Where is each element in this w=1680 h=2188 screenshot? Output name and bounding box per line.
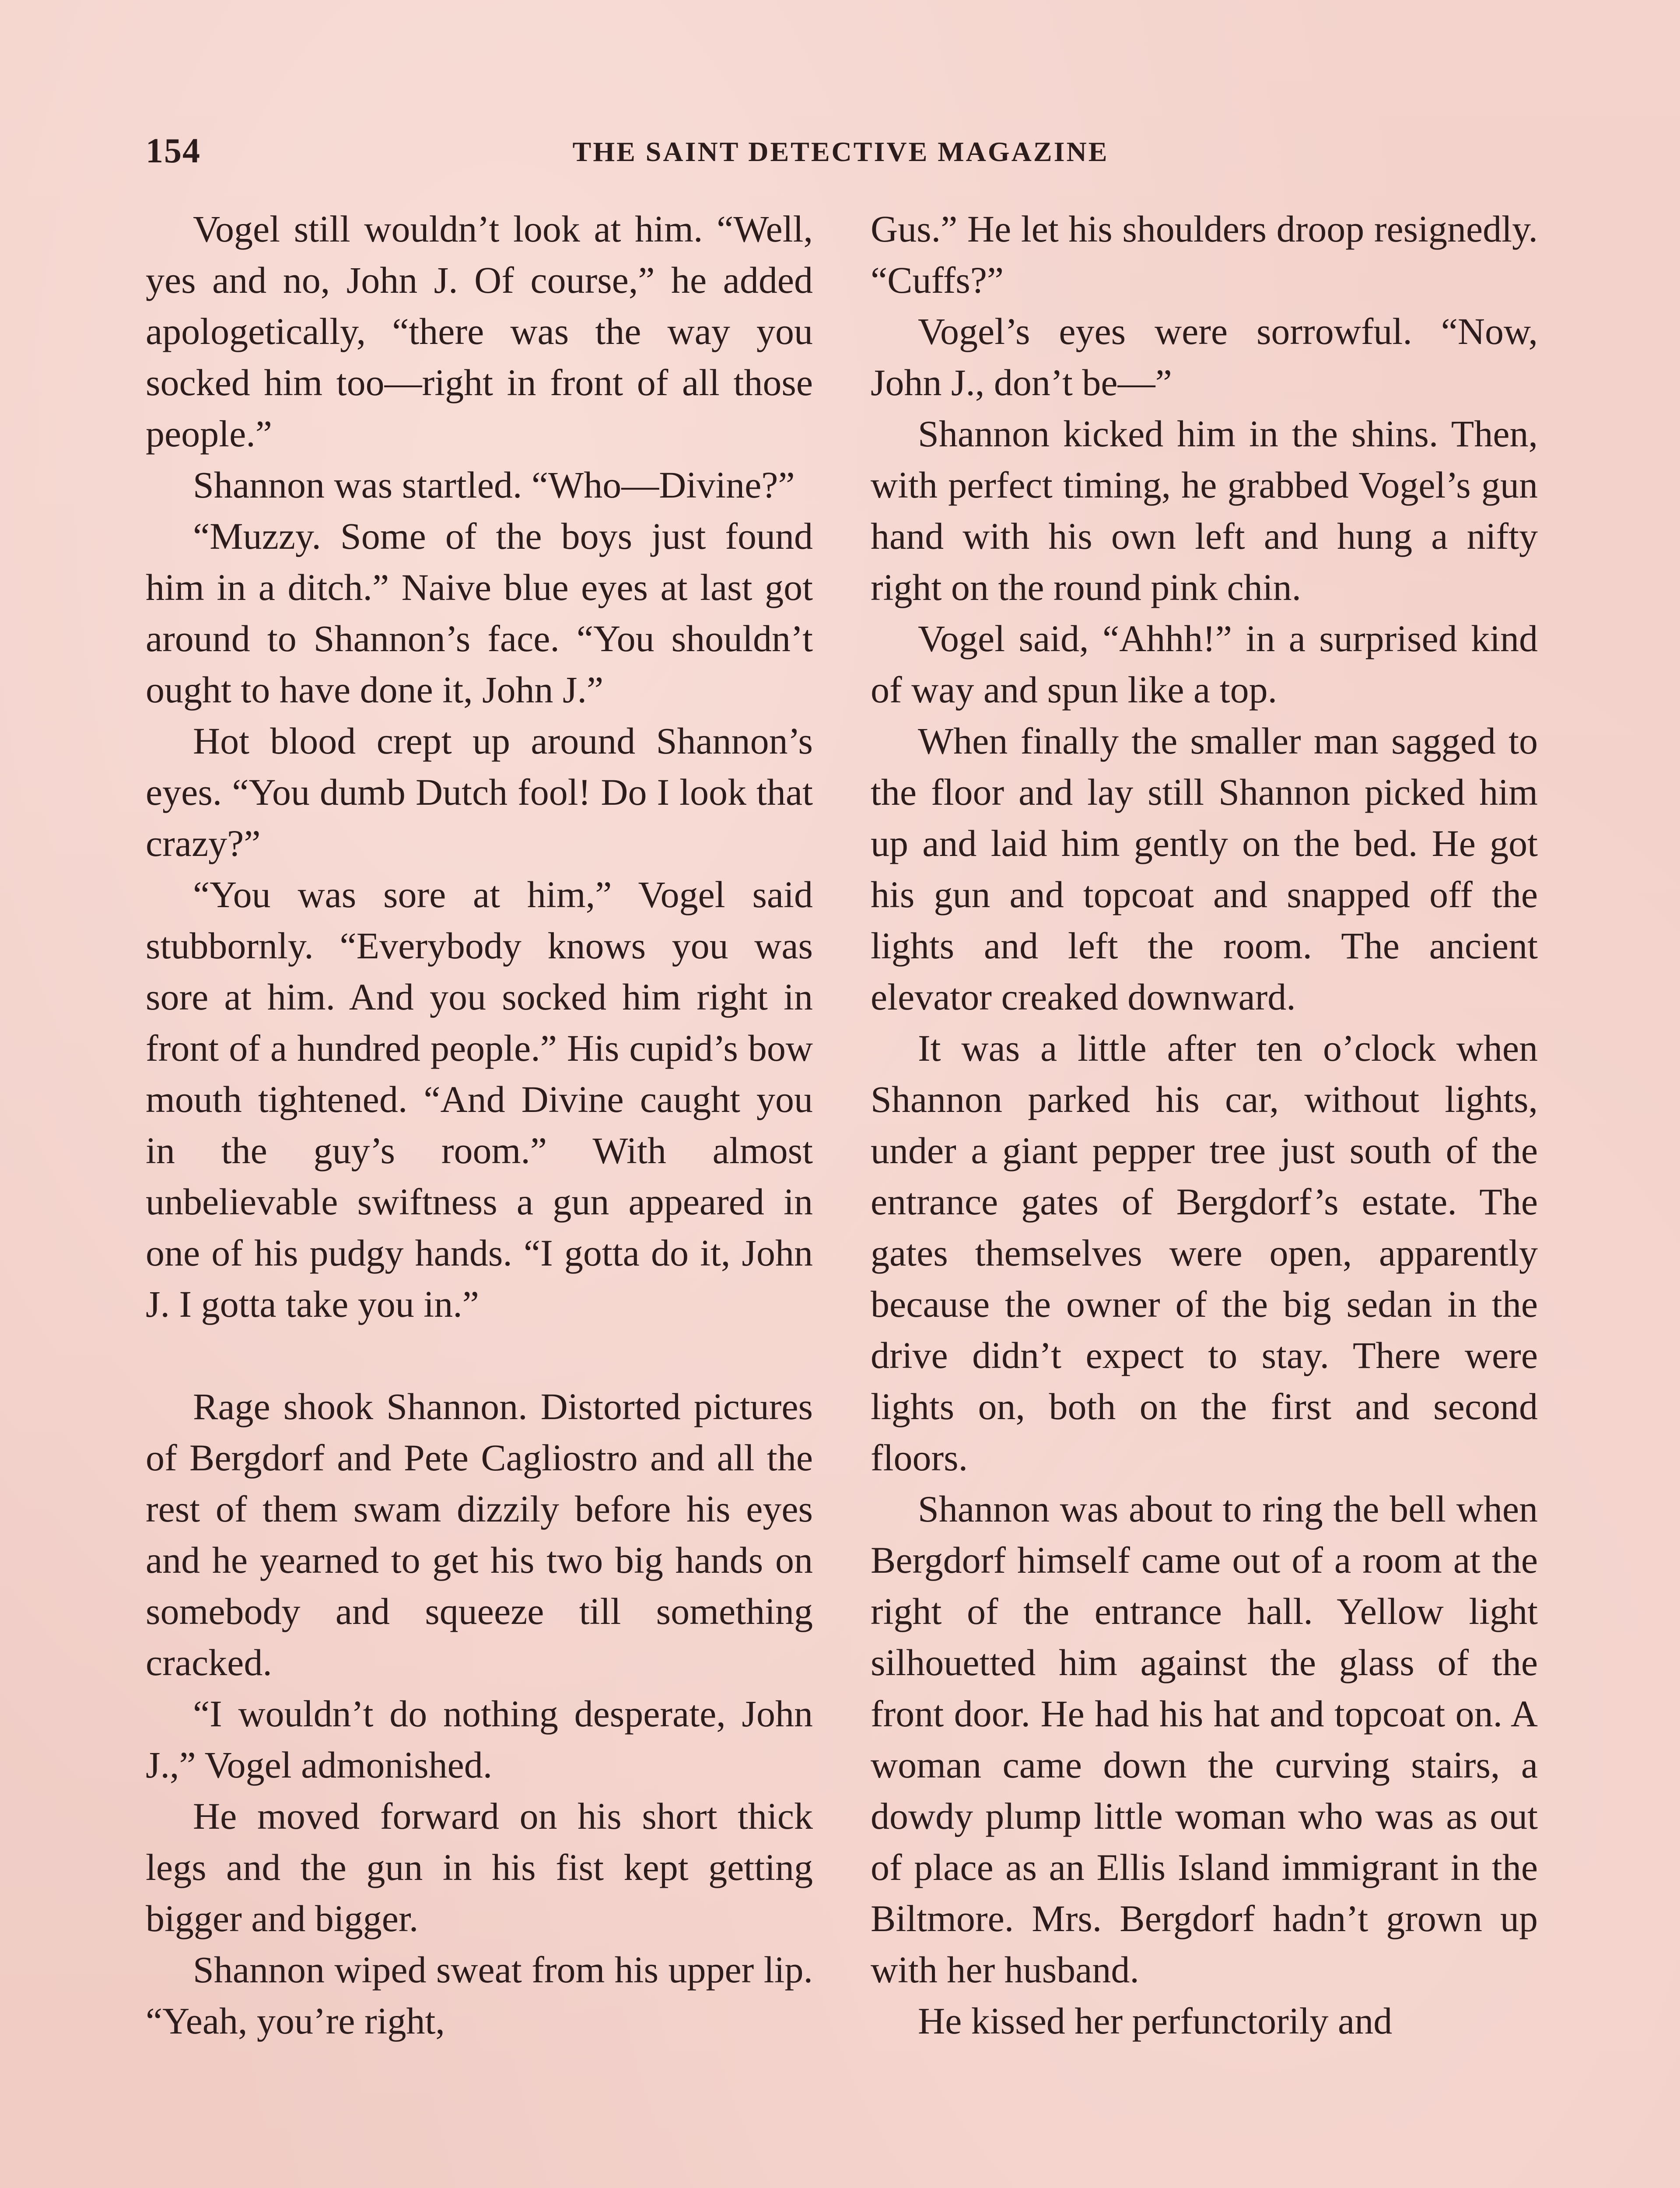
paragraph: Hot blood crept up around Shannon’s eyes. “You dumb Dutch fool! Do I look that crazy?” — [146, 720, 813, 864]
left-column — [146, 203, 813, 2047]
paragraph: Rage shook Shannon. Distorted pictures of Bergdorf and Pete Cagliostro and all the rest of them swam dizzily before his eyes and he yearned to get his two big hands on somebody and squeeze till something cracked. — [146, 1385, 813, 1683]
paragraph: Shannon was about to ring the bell when Bergdorf himself came out of a room at the right of the entrance hall. Yellow light silhouetted him against the glass of the front door. He had his hat and topcoat on. A woman came down the curving stairs, a dowdy plump little woman who was as out of place as an Ellis Island immigrant in the Biltmore. Mrs. Bergdorf hadn’t grown up with her husband. — [871, 1488, 1538, 1991]
paragraph: “You was sore at him,” Vogel said stubbornly. “Everybody knows you was sore at him. And you socked him right in front of a hundred people.” His cupid’s bow mouth tightened. “And Divine caught you in the guy’s room.” With almost unbelievable swiftness a gun appeared in one of his pudgy hands. “I gotta do it, John J. I gotta take you in.” — [146, 873, 813, 1325]
paragraph: Vogel still wouldn’t look at him. “Well, yes and no, John J. Of course,” he added apologetically, “there was the way you socked him too—right in front of all those people.” — [146, 208, 813, 455]
paragraph: When finally the smaller man sagged to the floor and lay still Shannon picked him up and laid him gently on the bed. He got his gun and topcoat and snapped off the lights and left the room. The ancient elevator creaked downward. — [871, 720, 1538, 1018]
paragraph: He kissed her perfunctorily and — [918, 2000, 1393, 2042]
paragraph: “Muzzy. Some of the boys just found him in a ditch.” Naive blue eyes at last got around to Shannon’s face. “You shouldn’t ought to have done it, John J.” — [146, 515, 813, 711]
page-number: 154 — [146, 132, 201, 170]
paragraph: Shannon kicked him in the shins. Then, with perfect timing, he grabbed Vogel’s gun hand with his own left and hung a nifty right on the round pink chin. — [871, 413, 1538, 608]
paragraph: Gus.” He let his shoulders droop resignedly. “Cuffs?” — [871, 208, 1538, 301]
running-head: THE SAINT DETECTIVE MAGAZINE — [572, 136, 1109, 167]
paragraph: “I wouldn’t do nothing desperate, John J.,” Vogel admonished. — [146, 1693, 813, 1786]
paragraph: Vogel’s eyes were sorrowful. “Now, John J., don’t be—” — [871, 310, 1538, 403]
paragraph: Shannon was startled. “Who—Divine?” — [193, 464, 795, 506]
paragraph: Vogel said, “Ahhh!” in a surprised kind of way and spun like a top. — [871, 617, 1538, 711]
right-column — [871, 203, 1538, 2047]
paragraph: Shannon wiped sweat from his upper lip. “Yeah, you’re right, — [146, 1949, 813, 2042]
page-header — [146, 131, 1536, 184]
paragraph: It was a little after ten o’clock when Shannon parked his car, without lights, under a giant pepper tree just south of the entrance gates of Bergdorf’s estate. The gates themselves were open, apparently because the owner of the big sedan in the drive didn’t expect to stay. There were lights on, both on the first and second floors. — [871, 1027, 1538, 1479]
paragraph: He moved forward on his short thick legs and the gun in his fist kept getting bigger and bigger. — [146, 1795, 813, 1939]
